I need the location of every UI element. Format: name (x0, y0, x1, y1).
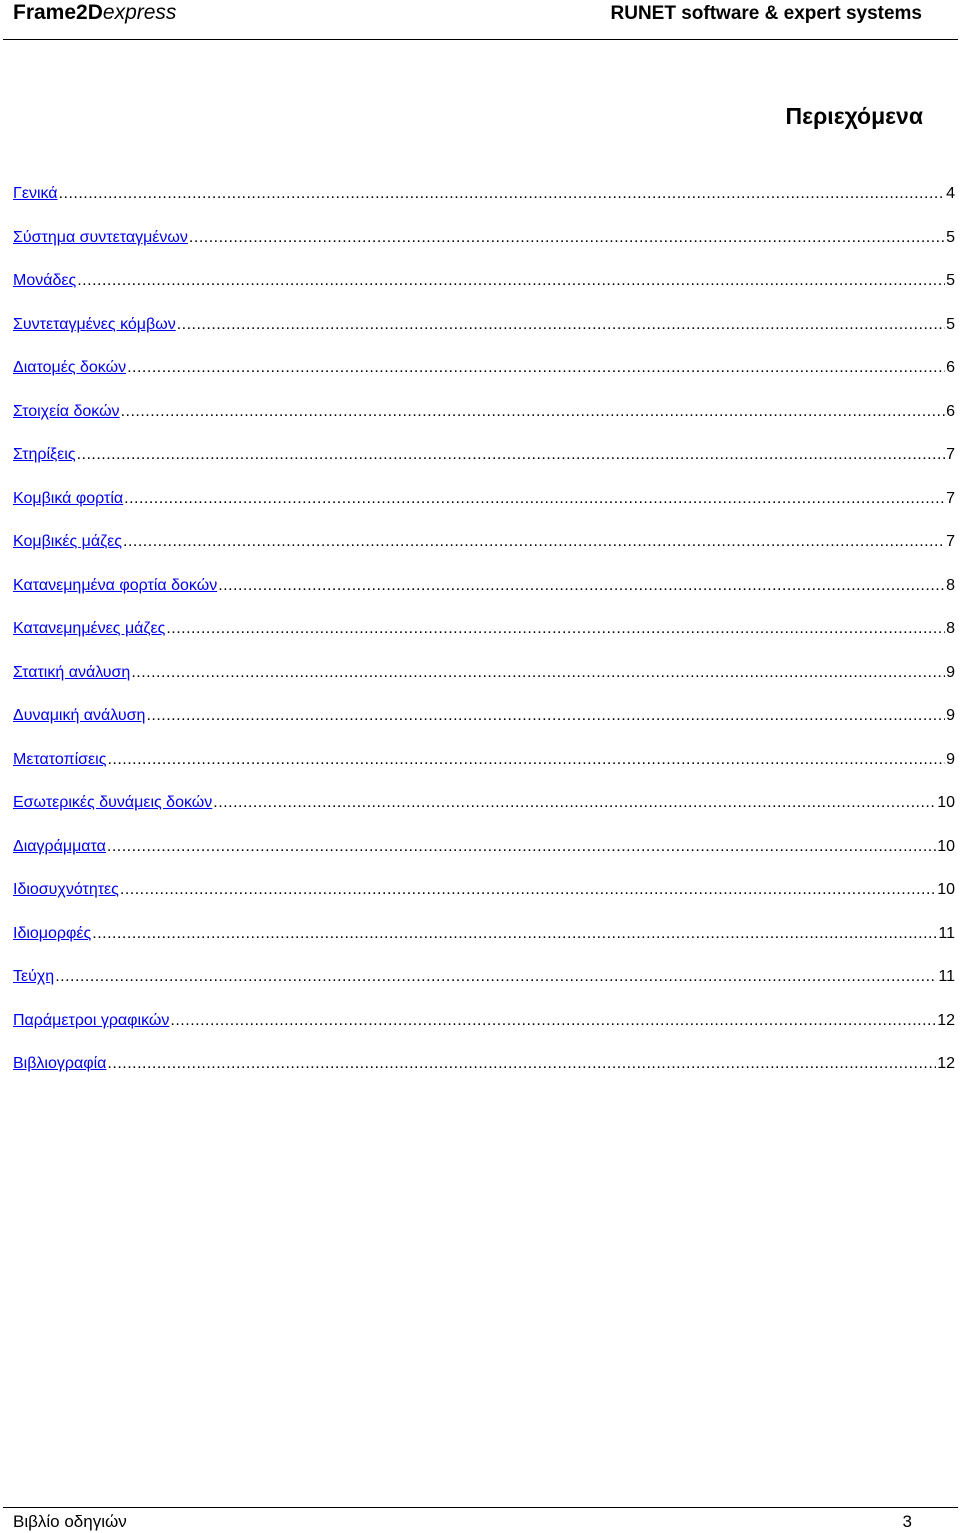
toc-entry-link[interactable]: Σύστημα συντεταγμένων (13, 228, 188, 246)
toc-dot-leader (166, 619, 945, 639)
toc-entry-page: 6 (946, 402, 955, 420)
toc-entry-page: 4 (946, 185, 955, 202)
toc-entry-link[interactable]: Τεύχη (13, 968, 55, 985)
toc-entry-page: 6 (946, 359, 955, 376)
toc-entry[interactable] (13, 445, 955, 489)
toc-entry-page: 11 (938, 924, 955, 942)
toc-entry-page: 10 (937, 837, 955, 855)
brand-title (13, 1, 176, 25)
toc-entry-link[interactable]: Στοιχεία δοκών (13, 402, 120, 420)
toc-dot-leader (107, 1054, 936, 1074)
toc-entry[interactable] (13, 793, 955, 837)
toc-entry-page: 5 (946, 228, 955, 246)
footer-divider (3, 1507, 958, 1508)
toc-entry[interactable] (13, 750, 955, 794)
toc-entry[interactable] (13, 402, 955, 446)
toc-entry-page: 9 (946, 663, 955, 681)
table-of-contents (13, 184, 955, 1098)
toc-dot-leader (59, 184, 946, 204)
toc-entry-link[interactable]: Δυναμική ανάλυση (13, 707, 146, 724)
toc-entry[interactable] (13, 663, 955, 707)
toc-entry[interactable] (13, 489, 955, 533)
toc-dot-leader (124, 489, 945, 509)
toc-entry-link[interactable]: Παράμετροι γραφικών (13, 1011, 170, 1029)
toc-entry[interactable] (13, 184, 955, 228)
footer-page-number: 3 (902, 1512, 912, 1531)
toc-entry-link[interactable]: Διατομές δοκών (13, 359, 127, 376)
toc-entry-page: 10 (937, 881, 955, 898)
page-header (0, 0, 960, 40)
toc-entry-link[interactable]: Εσωτερικές δυνάμεις δοκών (13, 794, 213, 811)
toc-entry-page: 9 (946, 750, 955, 768)
toc-entry-link[interactable]: Γενικά (13, 185, 58, 202)
toc-entry-page: 11 (938, 968, 955, 985)
toc-entry-page: 7 (946, 533, 955, 550)
toc-dot-leader (213, 793, 936, 813)
toc-entry-link[interactable]: Στατική ανάλυση (13, 663, 131, 681)
toc-entry-page: 8 (946, 576, 955, 594)
toc-entry-page: 12 (937, 1011, 955, 1029)
toc-entry[interactable] (13, 837, 955, 881)
toc-dot-leader (123, 532, 945, 552)
toc-entry-page: 7 (946, 446, 955, 463)
toc-dot-leader (55, 967, 937, 987)
toc-entry[interactable] (13, 619, 955, 663)
toc-entry[interactable] (13, 228, 955, 272)
toc-dot-leader (107, 750, 945, 770)
toc-dot-leader (146, 706, 945, 726)
toc-entry-link[interactable]: Κομβικά φορτία (13, 489, 124, 507)
toc-entry-page: 9 (946, 707, 955, 724)
toc-dot-leader (218, 576, 945, 596)
toc-dot-leader (127, 358, 945, 378)
toc-dot-leader (131, 663, 945, 683)
toc-entry-page: 12 (937, 1055, 955, 1072)
toc-entry[interactable] (13, 576, 955, 620)
toc-dot-leader (189, 228, 945, 248)
toc-entry-link[interactable]: Κατανεμημένα φορτία δοκών (13, 576, 218, 594)
toc-entry-link[interactable]: Βιβλιογραφία (13, 1055, 107, 1072)
toc-dot-leader (77, 445, 946, 465)
toc-entry-link[interactable]: Συντεταγμένες κόμβων (13, 315, 176, 333)
toc-entry-link[interactable]: Κατανεμημένες μάζες (13, 620, 166, 637)
brand-title-part2: express (102, 1, 177, 24)
toc-entry-page: 5 (946, 272, 955, 289)
header-divider (3, 39, 958, 40)
company-name: RUNET software & expert systems (610, 3, 922, 24)
toc-entry[interactable] (13, 315, 955, 359)
toc-entry-link[interactable]: Κομβικές μάζες (13, 533, 123, 550)
toc-dot-leader (107, 837, 936, 857)
toc-entry[interactable] (13, 880, 955, 924)
toc-entry-link[interactable]: Διαγράμματα (13, 837, 106, 855)
toc-entry[interactable] (13, 924, 955, 968)
toc-entry-page: 7 (946, 489, 955, 507)
toc-dot-leader (170, 1011, 936, 1031)
toc-entry-page: 5 (946, 315, 955, 333)
toc-entry[interactable] (13, 532, 955, 576)
toc-entry-link[interactable]: Στηρίξεις (13, 446, 76, 463)
toc-entry-link[interactable]: Μετατοπίσεις (13, 750, 107, 768)
toc-dot-leader (121, 402, 946, 422)
toc-entry[interactable] (13, 967, 955, 1011)
footer-book-title: Βιβλίο οδηγιών (13, 1512, 127, 1531)
toc-entry[interactable] (13, 706, 955, 750)
toc-entry-link[interactable]: Ιδιοσυχνότητες (13, 881, 119, 898)
toc-entry[interactable] (13, 358, 955, 402)
toc-entry[interactable] (13, 1011, 955, 1055)
toc-entry[interactable] (13, 1054, 955, 1098)
toc-dot-leader (177, 315, 945, 335)
toc-entry[interactable] (13, 271, 955, 315)
toc-dot-leader (77, 271, 945, 291)
toc-dot-leader (120, 880, 936, 900)
toc-entry-page: 8 (946, 620, 955, 637)
toc-title: Περιεχόμενα (785, 103, 923, 129)
toc-entry-page: 10 (937, 794, 955, 811)
toc-dot-leader (92, 924, 937, 944)
toc-entry-link[interactable]: Μονάδες (13, 272, 77, 289)
toc-entry-link[interactable]: Ιδιομορφές (13, 924, 92, 942)
brand-title-part1: Frame2D (13, 1, 103, 24)
